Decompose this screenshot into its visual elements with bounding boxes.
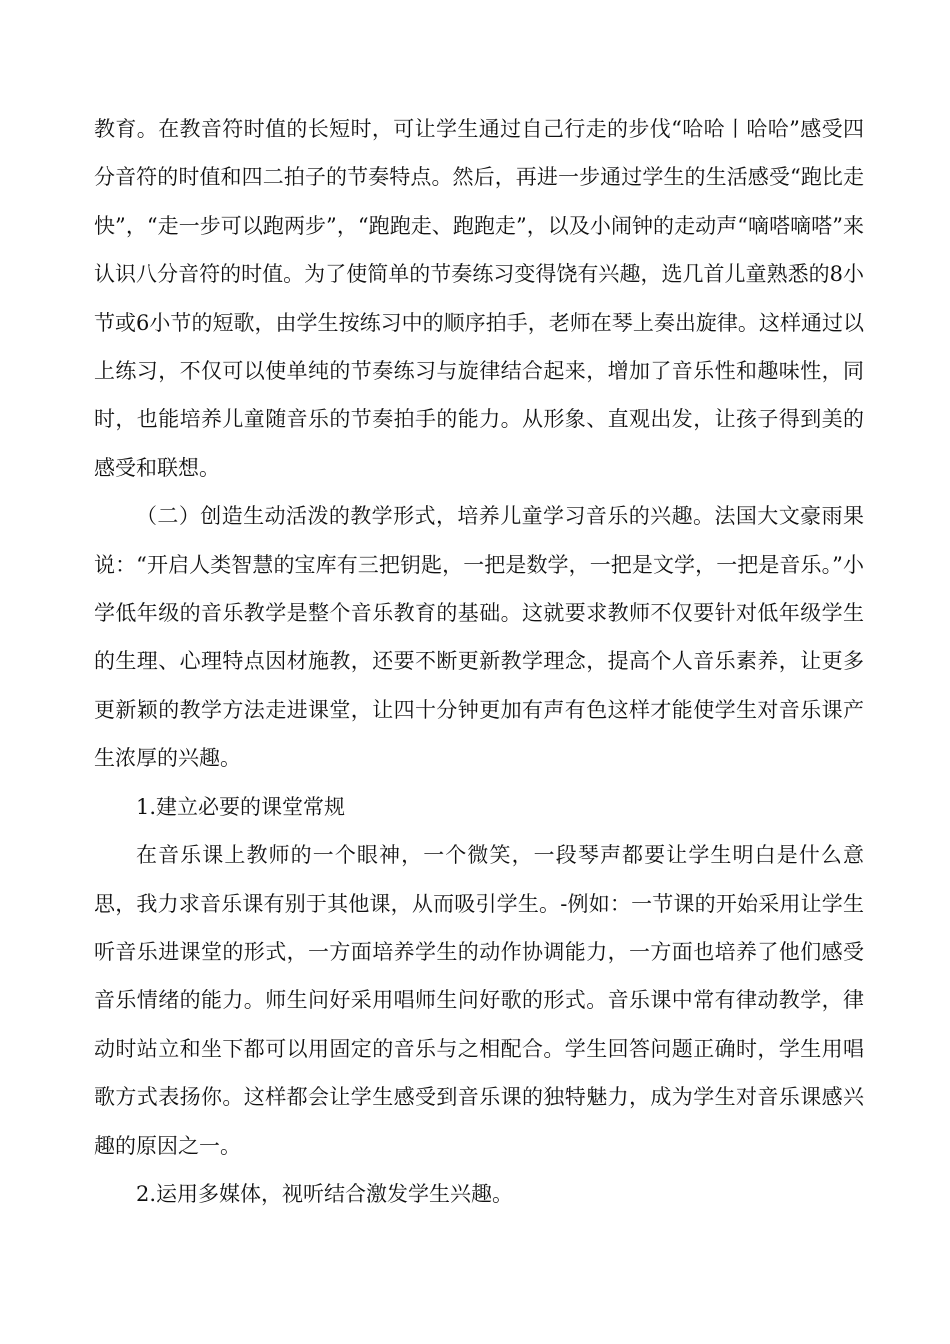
heading-multimedia: 2.运用多媒体，视听结合激发学生兴趣。: [136, 1181, 514, 1206]
paragraph-section-two: （二）创造生动活泼的教学形式，培养儿童学习音乐的兴趣。法国大文豪雨果说：“开启人类智慧的宝库有三把钥匙，一把是数学，一把是文学，一把是音乐。”小学低年级的音乐教学是整个音乐教育的基础。这就要求教师不仅要针对低年级学生的生理、心理特点因材施教，还要不断更新教学理念，提高个人音乐素养，让更多更新颖的教学方法走进课堂，让四十分钟更加有声有色这样才能使学生对音乐课产生浓厚的兴趣。: [94, 504, 864, 771]
document-body: [94, 105, 864, 1218]
paragraph-classroom-routine: 在音乐课上教师的一个眼神，一个微笑，一段琴声都要让学生明白是什么意思，我力求音乐课有别于其他课，从而吸引学生。-例如：一节课的开始采用让学生听音乐进课堂的形式，一方面培养学生的动作协调能力，一方面也培养了他们感受音乐情绪的能力。师生问好采用唱师生问好歌的形式。音乐课中常有律动教学，律动时站立和坐下都可以用固定的音乐与之相配合。学生回答问题正确时，学生用唱歌方式表扬你。这样都会让学生感受到音乐课的独特魅力，成为学生对音乐课感兴趣的原因之一。: [94, 843, 864, 1158]
paragraph-rhythm-teaching: 教育。在教音符时值的长短时，可让学生通过自己行走的步伐“哈哈丨哈哈”感受四分音符的时值和四二拍子的节奏特点。然后，再进一步通过学生的生活感受“跑比走快”，“走一步可以跑两步”，“跑跑走、跑跑走”，以及小闹钟的走动声“嘀嗒嘀嗒”来认识八分音符的时值。为了使简单的节奏练习变得饶有兴趣，选几首儿童熟悉的8小节或6小节的短歌，由学生按练习中的顺序拍手，老师在琴上奏出旋律。这样通过以上练习，不仅可以使单纯的节奏练习与旋律结合起来，增加了音乐性和趣味性，同时，也能培养儿童随音乐的节奏拍手的能力。从形象、直观出发，让孩子得到美的感受和联想。: [94, 117, 864, 480]
heading-classroom-routine: 1.建立必要的课堂常规: [136, 794, 346, 819]
